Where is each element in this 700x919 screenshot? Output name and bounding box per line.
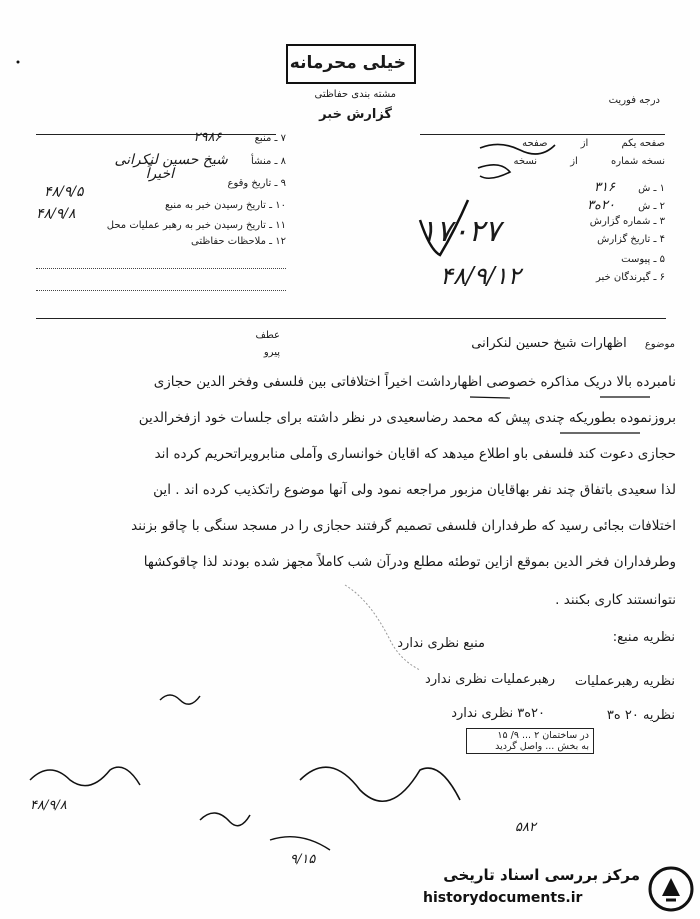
initial-scribble-2 — [478, 165, 510, 178]
field-1-label: ۱ ـ ش — [638, 183, 665, 194]
urgency-label: درجه فوریت — [608, 95, 660, 106]
field-copy-label: نسخه شماره — [611, 156, 665, 167]
filing-stamp-line-1: در ساختمان ۲ ... ۹/ ۱۵ — [497, 730, 589, 741]
opinion-unit-label: نظریه ۲۰ ه۳ — [606, 708, 675, 723]
subject-ref-2: پیرو — [263, 347, 280, 358]
field-origin-value: شیخ حسین لنکرانی — [114, 152, 228, 168]
field-date-to-source-label: ۱۰ ـ تاریخ رسیدن خبر به منبع — [164, 200, 286, 211]
field-copy-extra: نسخه — [513, 156, 538, 167]
opinion-unit-text: ۲۰ه۳ نظری ندارد — [451, 706, 545, 721]
body-line-2: بروزنموده بطوریکه چندی پیش که محمد رضاسعیدی در نظر داشته برای جلسات خود ازفخرالدین — [138, 410, 676, 426]
opinion-source-label: نظریه منبع: — [612, 630, 675, 645]
body-line-3: حجازی دعوت کند فلسفی باو اطلاع میدهد که اقایان خوانساری وآملی منابرویراتحریم کرده اند — [154, 446, 676, 462]
initial-scribble-1 — [480, 144, 555, 154]
subject-label: موضوع — [644, 339, 675, 350]
field-report-number-value: ۱۷۰۲۷ — [420, 214, 501, 249]
bottom-handwritten-number: ۵۸۲ — [515, 820, 536, 835]
body-line-1: نامبرده بالا دریک مذاکره خصوصی اظهارداشت اخیراً اختلافاتی بین فلسفی وفخر الدین حجازی — [153, 374, 676, 390]
opinion-source-text: منبع نظری ندارد — [397, 636, 485, 651]
signature-bottom — [200, 813, 250, 826]
body-line-6: وطرفداران فخر الدین بموقع ازاین توطئه مطلع ودرآن شب کاملاً مجهز شده بودند لذا چاقوکشها — [143, 554, 676, 570]
field-date-occurred-label: ۹ ـ تاریخ وقوع — [227, 178, 286, 189]
field-recipients-value: ۴۸/۹/۱۲ — [440, 262, 521, 290]
footer-name: مرکز بررسی اسناد تاریخی — [443, 866, 640, 884]
subject-text: اظهارات شیخ حسین لنکرانی — [471, 336, 627, 351]
body-line-5: اختلافات بجائی رسید که طرفداران فلسفی تصمیم گرفتند حجازی را در مسجد سنگی با چاقو بزنند — [131, 518, 676, 534]
field-report-date-label: ۴ ـ تاریخ گزارش — [597, 234, 665, 245]
field-recent-value: اخیراً — [145, 166, 174, 182]
footer-logo-icon — [648, 866, 694, 912]
footer-site: historydocuments.ir — [423, 890, 583, 906]
field-source-value: ۲۹۸۶ — [193, 130, 222, 145]
opinion-ops-text: رهبرعملیات نظری ندارد — [425, 672, 555, 687]
field-2-value: ۲۰ه۳ — [587, 198, 615, 213]
signature-mid — [160, 695, 200, 704]
field-attachment-label: ۵ ـ پیوست — [621, 254, 665, 265]
field-security-notes-label: ۱۲ ـ ملاحظات حفاظتی — [191, 236, 286, 247]
body-line-4: لذا سعیدی باتفاق چند نفر بهاقایان مزبور مراجعه نمود ولی آنها موضوع راتکذیب کرده اند . این — [153, 482, 676, 498]
body-line-7: نتوانستند کاری بکنند . — [555, 592, 676, 608]
field-date-to-ops-label: ۱۱ ـ تاریخ رسیدن خبر به رهبر عملیات محل — [106, 220, 286, 231]
left-handwritten-date: ۴۸/۹/۸ — [30, 798, 67, 813]
field-1-value: ۳۱۶ — [593, 180, 615, 195]
underline-mark-1 — [470, 397, 510, 398]
faint-stamp-trace — [345, 585, 420, 670]
field-copy-value: از — [570, 156, 578, 167]
signature-large — [300, 767, 460, 801]
subject-ref-1: عطف — [255, 330, 280, 341]
field-origin-label: ۸ ـ منشأ — [250, 156, 286, 167]
report-title: گزارش خبر — [319, 107, 392, 122]
field-page-value: از — [580, 138, 589, 149]
signature-left — [30, 767, 140, 785]
department-label: مشته بندی حفاظتی — [314, 89, 396, 100]
field-page-extra: صفحه — [522, 138, 548, 149]
field-2-label: ۲ ـ ش — [638, 201, 665, 212]
signature-tail — [270, 837, 330, 850]
check-mark — [420, 200, 468, 255]
bottom-handwritten-date: ۹/۱۵ — [290, 852, 316, 867]
opinion-ops-label: نظریه رهبرعملیات — [574, 674, 675, 689]
field-date-to-source-value: ۴۸/۹/۵ — [44, 184, 84, 200]
speck — [17, 61, 20, 64]
classification-stamp-text: خیلی محرمانه — [289, 53, 406, 73]
filing-stamp-line-2: به بخش ... واصل گردید — [495, 741, 589, 752]
field-source-label: ۷ ـ منبع — [254, 133, 286, 144]
field-page-label: صفحه یکم — [621, 138, 665, 149]
field-date-to-ops-value: ۴۸/۹/۸ — [36, 206, 76, 222]
footer-watermark — [415, 862, 700, 917]
field-report-number-label: ۳ ـ شماره گزارش — [589, 216, 665, 227]
field-recipients-label: ۶ ـ گیرندگان خبر — [595, 272, 665, 283]
